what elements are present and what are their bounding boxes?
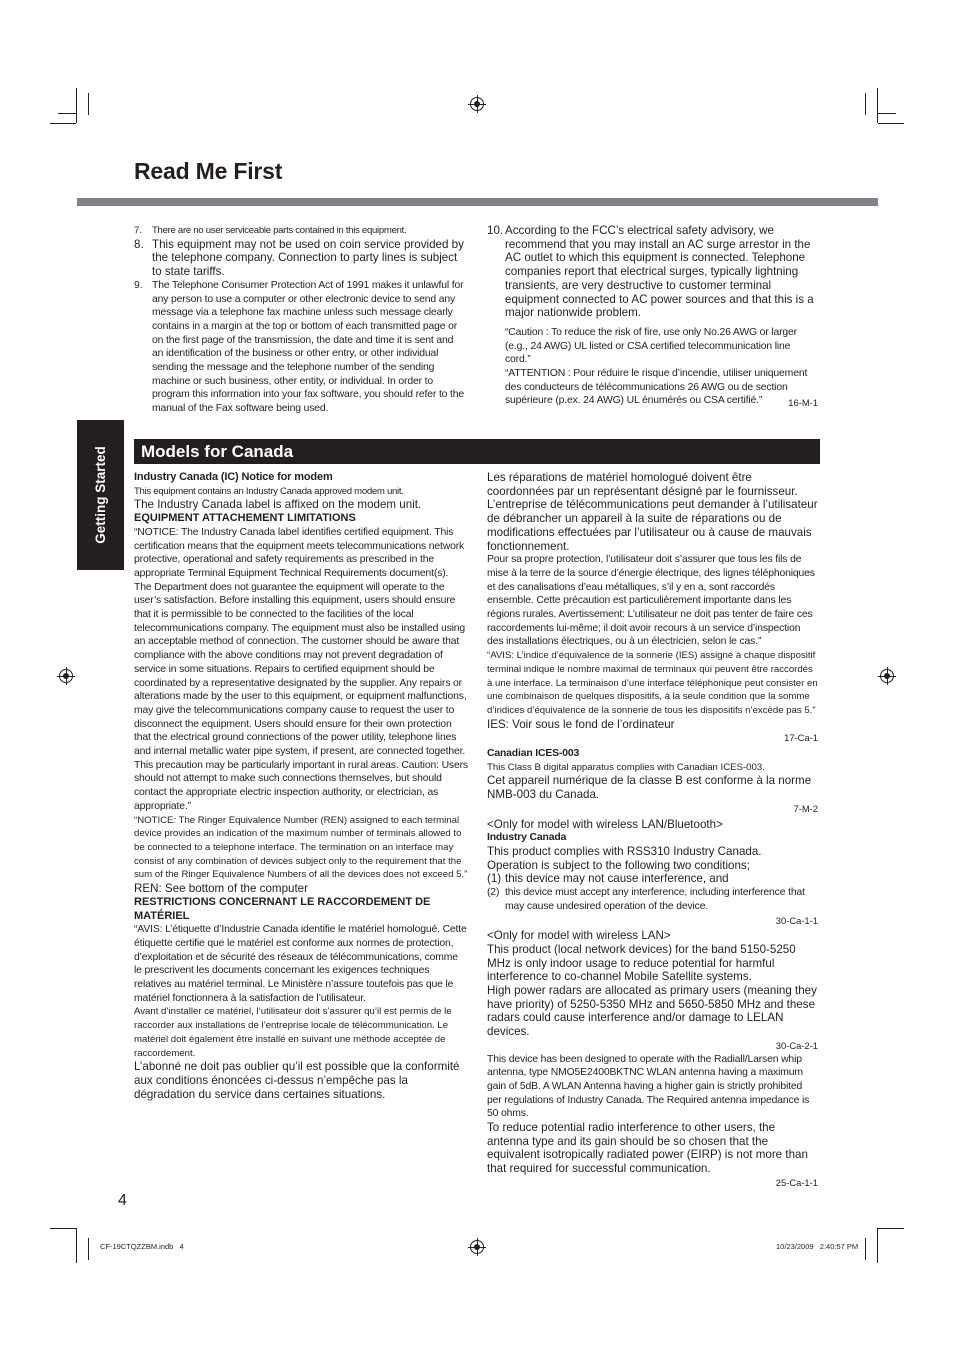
page-title: Read Me First bbox=[134, 158, 283, 184]
footer-file: CF-19CTQZZBM.indb 4 bbox=[100, 1242, 184, 1251]
heading: Industry Canada (IC) Notice for modem bbox=[134, 471, 333, 483]
reference-code: 30-Ca-1-1 bbox=[775, 914, 818, 926]
list-item: (1) this device may not cause interference, and bbox=[487, 872, 729, 886]
heading: Industry Canada bbox=[487, 832, 567, 844]
paragraph: Operation is subject to the following two conditions; bbox=[487, 858, 750, 872]
reference-code: 30-Ca-2-1 bbox=[775, 1039, 818, 1051]
caution-text: “Caution : To reduce the risk of fire, use only No.26 AWG or larger (e.g., 24 AWG) UL listed or CSA certified telecommunication line cord.” bbox=[505, 326, 797, 366]
heading: EQUIPMENT ATTACHEMENT LIMITATIONS bbox=[134, 512, 356, 525]
crop-mark bbox=[88, 1238, 89, 1260]
paragraph: High power radars are allocated as primary users (meaning they have priority) of 5250-5350 MHz and 5650-5850 MHz and these radars could cause interference and/or damage to LELAN devices. bbox=[487, 984, 817, 1039]
paragraph: This Class B digital apparatus complies with Canadian ICES-003. bbox=[487, 761, 765, 773]
paragraph: “AVIS: L’indice d’équivalence de la sonnerie (IES) assigné à chaque dispositif terminal indique le nombre maximal de terminaux qui peuvent être raccordés à une interface. La terminaison d’une interface téléphonique peut consister en une combinaison de quelques dispositifs, à la seule condition que la somme d’indices d’équivalence de la sonnerie de tous les dispositifs n’excède pas 5.” bbox=[487, 650, 818, 716]
paragraph: “AVIS: L’étiquette d’Industrie Canada identifie le matériel homologué. Cette étiquette certifie que le matériel est conforme aux normes de protection, d’exploitation et de sécurité des réseaux de télécommunications, comme le prescrivent les documents concernant les exigences techniques relatives au matériel terminal. Le Ministère n’assure toutefois pas que le matériel fonctionnera à la satisfaction de l’utilisateur. bbox=[134, 924, 467, 1004]
paragraph: Les réparations de matériel homologué doivent être coordonnées par un représentant désigné par le fournisseur. L’entreprise de télécommunications peut demander à l’utilisateur de débrancher un appareil à la suite de réparations ou de modifications effectuées par l’utilisateur ou à cause de mauvais fonctionnement. bbox=[487, 471, 818, 553]
paragraph: “NOTICE: The Ringer Equivalence Number (REN) assigned to each terminal device provides an indication of the maximum number of terminals allowed to be connected to a telephone interface. The termination on an interface may consist of any combination of devices subject only to the requirement that the sum of the Ringer Equivalence Numbers of all the devices does not exceed 5.” bbox=[134, 814, 468, 881]
reference-code: 16-M-1 bbox=[788, 397, 818, 409]
reference-code: 25-Ca-1-1 bbox=[775, 1176, 818, 1188]
paragraph: L’abonné ne doit pas oublier qu’il est possible que la conformité aux conditions énoncées ci-dessus n’empêche pas la dégradation du service dans certaines situations. bbox=[134, 1060, 460, 1101]
title-rule bbox=[77, 198, 878, 206]
right-column bbox=[487, 471, 818, 1190]
section-header bbox=[134, 439, 820, 464]
crop-mark bbox=[878, 113, 896, 114]
page-number: 4 bbox=[118, 1192, 127, 1209]
crop-mark bbox=[878, 1228, 904, 1229]
paragraph: <Only for model with wireless LAN/Bluetooth> bbox=[487, 817, 723, 831]
paragraph: This product (local network devices) for the band 5150-5250 MHz is only indoor usage to reduce potential for harmful interference to co-channel Mobile Satellite systems. bbox=[487, 942, 796, 984]
paragraph: The Industry Canada label is affixed on the modem unit. bbox=[134, 498, 422, 512]
paragraph: This equipment contains an Industry Canada approved modem unit. bbox=[134, 485, 404, 497]
reference-code: 17-Ca-1 bbox=[784, 732, 818, 744]
paragraph: To reduce potential radio interference to other users, the antenna type and its gain should be so chosen that the equivalent isotropically radiated power (EIRP) is not more than that required for successful communication. bbox=[487, 1121, 808, 1176]
crop-mark bbox=[877, 1228, 878, 1263]
list-item: 9. The Telephone Consumer Protection Act of 1991 makes it unlawful for any person to use a computer or other electronic device to send any message via a telephone fax machine unless such message clearly contains in a margin at the top or bottom of each transmitted page or on the first page of the transmission, the date and time it is sent and an identification of the business or other entry, or other individual sending the message and the telephone number of the sending machine or such business, other entity, or individual. In order to program this information into your fax software, you should refer to the manual of the Fax software being used. bbox=[134, 279, 465, 415]
paragraph: This device has been designed to operate with the Radiall/Larsen whip antenna, type NMO5E2400BKTNC WLAN antenna having a maximum gain of 5dB. A WLAN Antenna having a higher gain is strictly prohibited per regulations of Industry Canada. The Required antenna impedance is 50 ohms. bbox=[487, 1053, 810, 1120]
section-title: Models for Canada bbox=[141, 442, 294, 461]
paragraph: Cet appareil numérique de la classe B est conforme à la norme NMB-003 du Canada. bbox=[487, 774, 812, 802]
crop-mark bbox=[88, 93, 89, 115]
crop-mark bbox=[58, 113, 76, 114]
list-item: 10. According to the FCC’s electrical safety advisory, we recommend that you may install an AC surge arrestor in the AC outlet to which this equipment is connected. Telephone companies report that electrical surges, typically lightning transients, are very destructive to customer terminal equipment connected to AC power sources and that this is a major nationwide problem. bbox=[487, 224, 814, 320]
crop-mark bbox=[76, 88, 77, 123]
crop-mark bbox=[865, 93, 866, 115]
crop-mark bbox=[50, 123, 76, 124]
paragraph: REN: See bottom of the computer bbox=[134, 882, 308, 896]
registration-mark-icon bbox=[880, 669, 894, 683]
crop-mark bbox=[50, 1228, 76, 1229]
paragraph: <Only for model with wireless LAN> bbox=[487, 929, 671, 943]
crop-mark bbox=[877, 88, 878, 123]
paragraph: IES: Voir sous le fond de l’ordinateur bbox=[487, 717, 675, 731]
registration-mark-icon bbox=[470, 1240, 484, 1254]
heading: Canadian ICES-003 bbox=[487, 748, 580, 760]
reference-code: 7-M-2 bbox=[793, 802, 818, 814]
paragraph: This product complies with RSS310 Industry Canada. bbox=[487, 844, 762, 858]
paragraph: “NOTICE: The Industry Canada label identifies certified equipment. This certification means that the equipment meets telecommunications network protective, operational and safety requirements as prescribed in the appropriate Terminal Equipment Technical Requirements document(s). The Department does not guarantee the equipment will operate to the user’s satisfaction. Before installing this equipment, users should ensure that it is permissible to be connected to the facilities of the local telecommunications company. The equipment must also be installed using an acceptable method of connection. The customer should be aware that compliance with the above conditions may not prevent degradation of service in some situations. Repairs to certified equipment should be coordinated by a representative designated by the supplier. Any repairs or alterations made by the user to this equipment, or equipment malfunctions, may give the telecommunications company cause to request the user to disconnect the equipment. Users should ensure for their own protection that the electrical ground connections of the power utility, telephone lines and internal metallic water pipe system, if present, are connected together. This precaution may be particularly important in rural areas. Caution: Users should not attempt to make such connections themselves, but should contact the appropriate electric inspection authority, or electrician, as appropriate.” bbox=[134, 526, 468, 812]
crop-mark bbox=[878, 123, 904, 124]
top-left-list bbox=[134, 224, 466, 416]
footer-timestamp: 10/23/2009 2:40:57 PM bbox=[776, 1242, 859, 1251]
left-column bbox=[134, 471, 468, 1101]
list-item: 8. This equipment may not be used on coin service provided by the telephone company. Connection to party lines is subject to state tariffs. bbox=[134, 237, 464, 279]
paragraph: Pour sa propre protection, l’utilisateur doit s’assurer que tous les fils de mise à la terre de la source d’énergie électrique, des lignes téléphoniques et des canalisations d’eau métalliques, s’il y en a, sont raccordés ensemble. Cette précaution est particulièrement importante dans les régions rurales. Avertissement: L’utilisateur ne doit pas tenter de faire ces raccordements lui-même; il doit avoir recours à un service d’inspection des installations électriques, ou à un électricien, selon le cas.” bbox=[487, 554, 815, 648]
list-item: (2) this device must accept any interference, including interference that may cause undesired operation of the device. bbox=[487, 887, 805, 912]
paragraph: Avant d’installer ce matériel, l’utilisateur doit s’assurer qu’il est permis de le raccorder aux installations de l’entreprise locale de télécommunication. Le matériel doit également être installé en suivant une méthode acceptée de raccordement. bbox=[134, 1006, 452, 1059]
heading: RESTRICTIONS CONCERNANT LE RACCORDEMENT DE MATÉRIEL bbox=[134, 895, 431, 922]
side-tab-label: Getting Started bbox=[93, 446, 108, 544]
list-item: 7. There are no user serviceable parts contained in this equipment. bbox=[134, 225, 407, 236]
registration-mark-icon bbox=[59, 669, 73, 683]
registration-mark-icon bbox=[470, 97, 484, 111]
side-tab bbox=[77, 420, 124, 570]
crop-mark bbox=[865, 1238, 866, 1260]
attention-text: “ATTENTION : Pour réduire le risque d’incendie, utiliser uniquement des conducteurs de télécommunications 26 AWG ou de section supérieure (p.ex. 24 AWG) UL énumérés ou CSA certifié.” bbox=[505, 368, 808, 407]
top-right-block bbox=[487, 224, 818, 410]
crop-mark bbox=[76, 1228, 77, 1263]
